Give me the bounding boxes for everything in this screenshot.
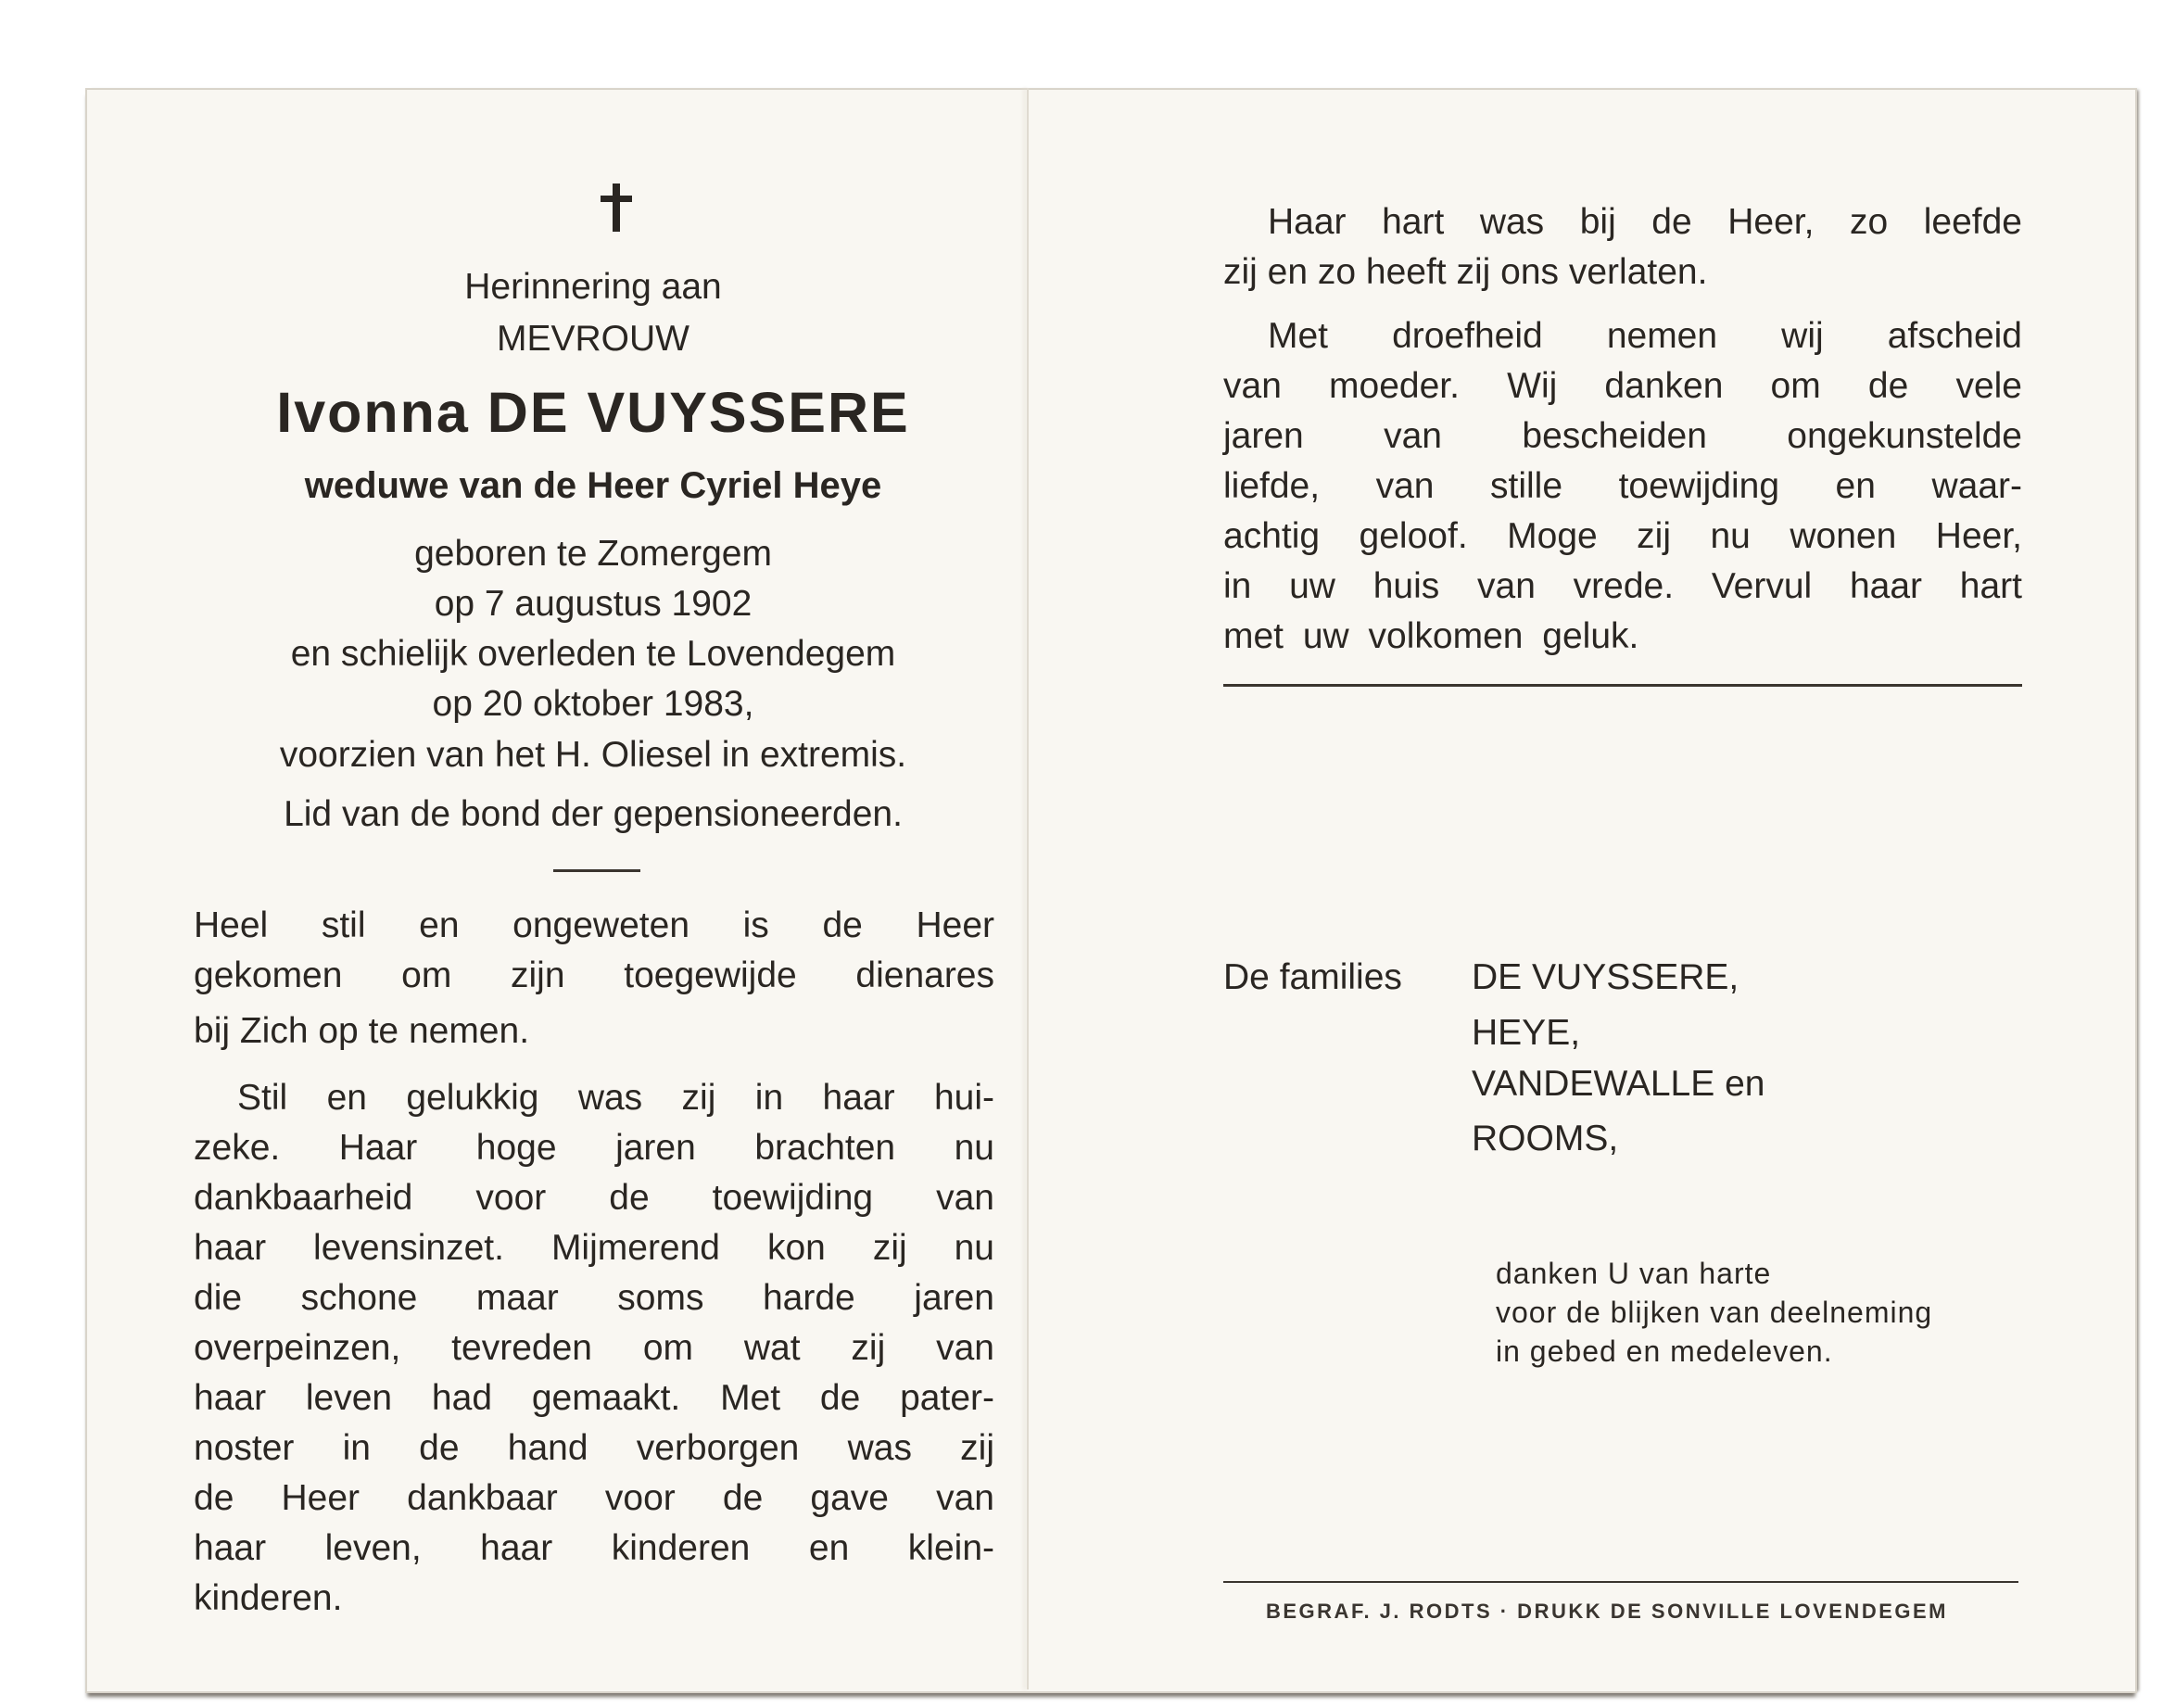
right-divider-top	[1223, 684, 2022, 687]
member-text: Lid van de bond der gepensioneerden.	[284, 794, 903, 834]
right-p2-line: van moeder. Wij danken om de vele	[1223, 366, 2022, 406]
thanks-line: danken U van harte	[1496, 1257, 1772, 1290]
sacrament-text: voorzien van het H. Oliesel in extremis.	[279, 735, 907, 775]
deceased-name: Ivonna DE VUYSSERE	[276, 381, 910, 444]
left-p2-line: dankbaarheid voor de toewijding van	[194, 1178, 994, 1218]
right-p2-line: Met droefheid nemen wij afscheid	[1268, 316, 2022, 356]
left-p2-line: haar leven had gemaakt. Met de pater-	[194, 1378, 994, 1418]
died-place: en schielijk overleden te Lovendegem	[290, 634, 896, 674]
family-name: DE VUYSSERE,	[1472, 957, 1739, 997]
left-p2-line: noster in de hand verborgen was zij	[194, 1428, 994, 1468]
left-p2-line: zeke. Haar hoge jaren brachten nu	[194, 1128, 994, 1168]
left-p2-line: de Heer dankbaar voor de gave van	[194, 1478, 994, 1518]
short-divider	[553, 869, 640, 872]
left-p2-line: haar leven, haar kinderen en klein-	[194, 1528, 994, 1568]
families-label: De families	[1223, 957, 1402, 997]
right-p2-line: jaren van bescheiden ongekunstelde	[1223, 416, 2022, 456]
left-p2-line: haar levensinzet. Mijmerend kon zij nu	[194, 1228, 994, 1268]
printer-credit: BEGRAF. J. RODTS · DRUKK DE SONVILLE LOVENDEGEM	[1266, 1600, 1948, 1623]
cross-icon	[598, 183, 635, 232]
left-p1-line: gekomen om zijn toegewijde dienares	[194, 955, 994, 995]
family-name: VANDEWALLE en	[1472, 1064, 1765, 1104]
right-p2-line: in uw huis van vrede. Vervul haar hart	[1223, 566, 2022, 606]
born-date: op 7 augustus 1902	[434, 584, 753, 624]
card-fold	[1027, 88, 1029, 1689]
right-p1-line: Haar hart was bij de Heer, zo leefde	[1268, 202, 2022, 242]
left-p2-line: overpeinzen, tevreden om wat zij van	[194, 1328, 994, 1368]
thanks-line: voor de blijken van deelneming	[1496, 1296, 1933, 1329]
right-p1-line: zij en zo heeft zij ons verlaten.	[1223, 252, 1708, 292]
right-p2-line: met uw volkomen geluk.	[1223, 616, 1639, 656]
left-p2-line: die schone maar soms harde jaren	[194, 1278, 994, 1318]
right-p2-line: achtig geloof. Moge zij nu wonen Heer,	[1223, 516, 2022, 556]
left-p2-line: Stil en gelukkig was zij in haar hui-	[237, 1078, 994, 1118]
title-text: MEVROUW	[497, 319, 689, 359]
widow-of-text: weduwe van de Heer Cyriel Heye	[304, 465, 882, 506]
right-divider-bottom	[1223, 1581, 2018, 1583]
family-name: ROOMS,	[1472, 1119, 1619, 1158]
left-p1-line: Heel stil en ongeweten is de Heer	[194, 905, 994, 945]
right-p2-line: liefde, van stille toewijding en waar-	[1223, 466, 2022, 506]
born-place: geboren te Zomergem	[414, 534, 772, 574]
died-date: op 20 oktober 1983,	[432, 684, 754, 724]
left-p1-line: bij Zich op te nemen.	[194, 1011, 530, 1051]
thanks-line: in gebed en medeleven.	[1496, 1335, 1833, 1368]
family-name: HEYE,	[1472, 1013, 1581, 1053]
left-p2-line: kinderen.	[194, 1578, 343, 1618]
intro-text: Herinnering aan	[464, 267, 722, 307]
